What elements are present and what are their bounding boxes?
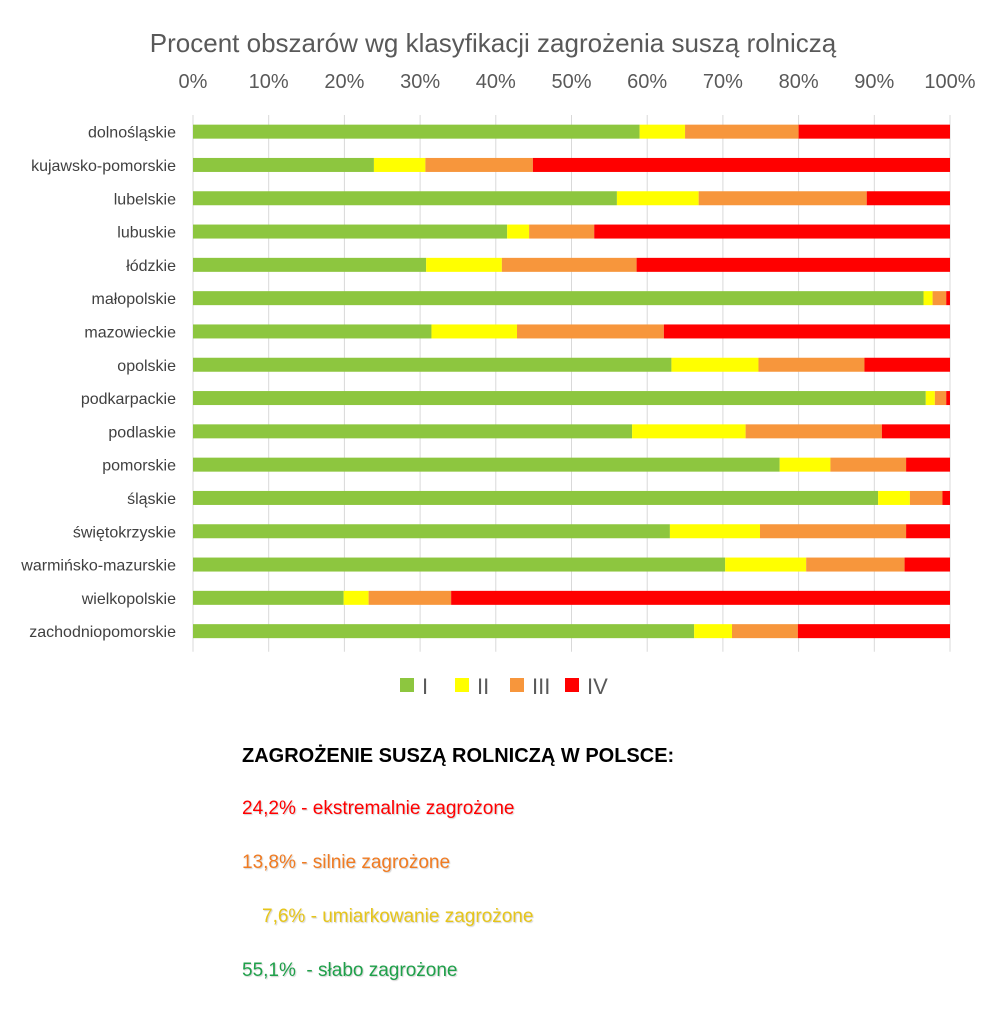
- bar-segment: [732, 624, 798, 638]
- bar-segment: [780, 458, 831, 472]
- bar-segment: [867, 191, 950, 205]
- x-tick-label: 90%: [854, 71, 895, 93]
- y-category-label: kujawsko-pomorskie: [31, 157, 176, 175]
- bar-segment: [798, 624, 950, 638]
- y-category-label: śląskie: [127, 490, 176, 508]
- x-axis-tick-labels: [179, 71, 976, 93]
- bar-segment: [193, 258, 426, 272]
- legend-swatch: [510, 678, 524, 692]
- bar-segment: [193, 424, 632, 438]
- chart-title: Procent obszarów wg klasyfikacji zagrożenia suszą rolniczą: [149, 28, 837, 58]
- bar-segment: [670, 524, 760, 538]
- bar-segment: [830, 458, 906, 472]
- y-category-label: lubuskie: [117, 224, 176, 242]
- y-category-label: warmińsko-mazurskie: [21, 557, 176, 575]
- x-tick-label: 40%: [475, 71, 516, 93]
- bar-segment: [517, 324, 664, 338]
- bar-segment: [924, 291, 933, 305]
- bar-segment: [502, 258, 637, 272]
- legend: [400, 674, 608, 699]
- y-category-label: małopolskie: [91, 291, 176, 309]
- x-tick-label: 10%: [248, 71, 289, 93]
- bar-segment: [799, 125, 950, 139]
- bar-segment: [193, 524, 670, 538]
- x-tick-label: 100%: [924, 71, 976, 93]
- summary-line-weak: 55,1% - słabo zagrożone: [242, 960, 458, 981]
- bar-segment: [640, 125, 685, 139]
- bar-segment: [725, 558, 806, 572]
- bar-segment: [374, 158, 425, 172]
- bar-segment: [933, 291, 947, 305]
- bar-segment: [910, 491, 943, 505]
- x-tick-label: 80%: [778, 71, 819, 93]
- y-axis-category-labels: [20, 125, 176, 642]
- bar-segment: [760, 524, 906, 538]
- bar-segment: [637, 258, 950, 272]
- y-category-label: opolskie: [117, 357, 176, 375]
- bar-segment: [451, 591, 950, 605]
- bar-segment: [694, 624, 732, 638]
- legend-label: II: [477, 674, 490, 699]
- y-category-label: mazowieckie: [84, 324, 176, 342]
- bar-segment: [426, 258, 502, 272]
- bar-segment: [369, 591, 452, 605]
- bar-segment: [864, 358, 950, 372]
- bar-segment: [533, 158, 950, 172]
- bar-segment: [193, 158, 374, 172]
- bar-segment: [758, 358, 864, 372]
- bar-segment: [926, 391, 935, 405]
- bar-segment: [193, 558, 725, 572]
- legend-swatch: [565, 678, 579, 692]
- summary-line-moderate: 7,6% - umiarkowanie zagrożone: [262, 906, 534, 927]
- bar-segment: [431, 324, 517, 338]
- summary-heading: ZAGROŻENIE SUSZĄ ROLNICZĄ W POLSCE:: [242, 745, 675, 767]
- y-category-label: świętokrzyskie: [72, 524, 176, 542]
- bar-segment: [193, 624, 694, 638]
- bar-segment: [193, 125, 640, 139]
- bar-segment: [193, 324, 431, 338]
- bar-segment: [664, 324, 950, 338]
- bar-segment: [193, 591, 344, 605]
- bar-segment: [193, 291, 924, 305]
- bar-segment: [946, 291, 950, 305]
- y-category-label: lubelskie: [113, 191, 176, 209]
- bar-segment: [685, 125, 799, 139]
- bar-segment: [193, 225, 507, 239]
- bar-segment: [806, 558, 904, 572]
- bar-segment: [529, 225, 594, 239]
- y-category-label: dolnośląskie: [87, 124, 176, 142]
- x-tick-label: 0%: [178, 71, 208, 93]
- bar-segment: [617, 191, 699, 205]
- x-tick-label: 30%: [400, 71, 441, 93]
- y-category-label: łódzkie: [126, 257, 176, 275]
- bar-segment: [746, 424, 882, 438]
- legend-label: I: [422, 674, 429, 699]
- y-category-label: zachodniopomorskie: [29, 624, 176, 642]
- bar-segment: [193, 358, 671, 372]
- x-tick-label: 50%: [551, 71, 592, 93]
- legend-swatch: [400, 678, 414, 692]
- bar-segment: [507, 225, 529, 239]
- x-tick-label: 70%: [702, 71, 743, 93]
- bar-segment: [193, 191, 617, 205]
- bar-segment: [878, 491, 910, 505]
- bar-segment: [946, 391, 950, 405]
- bar-segment: [193, 491, 878, 505]
- bar-segment: [699, 191, 867, 205]
- bar-segment: [671, 358, 758, 372]
- bar-segment: [906, 524, 950, 538]
- legend-label: III: [532, 674, 551, 699]
- bar-segment: [882, 424, 950, 438]
- bar-segment: [632, 424, 746, 438]
- legend-label: IV: [587, 674, 608, 699]
- x-tick-label: 20%: [324, 71, 365, 93]
- bar-segment: [344, 591, 369, 605]
- bar-segment: [906, 458, 950, 472]
- y-category-label: pomorskie: [102, 457, 176, 475]
- bar-segment: [594, 225, 950, 239]
- y-category-label: podkarpackie: [80, 391, 176, 409]
- bar-segment: [193, 391, 926, 405]
- bar-segment: [193, 458, 780, 472]
- legend-swatch: [455, 678, 469, 692]
- bar-segment: [425, 158, 532, 172]
- bar-segment: [942, 491, 950, 505]
- summary-line-extreme: 24,2% - ekstremalnie zagrożone: [242, 798, 515, 819]
- x-tick-label: 60%: [627, 71, 668, 93]
- bar-segment: [905, 558, 950, 572]
- y-category-label: podlaskie: [108, 424, 176, 442]
- summary-line-strong: 13,8% - silnie zagrożone: [242, 852, 451, 873]
- y-category-label: wielkopolskie: [81, 590, 176, 608]
- bar-segment: [935, 391, 946, 405]
